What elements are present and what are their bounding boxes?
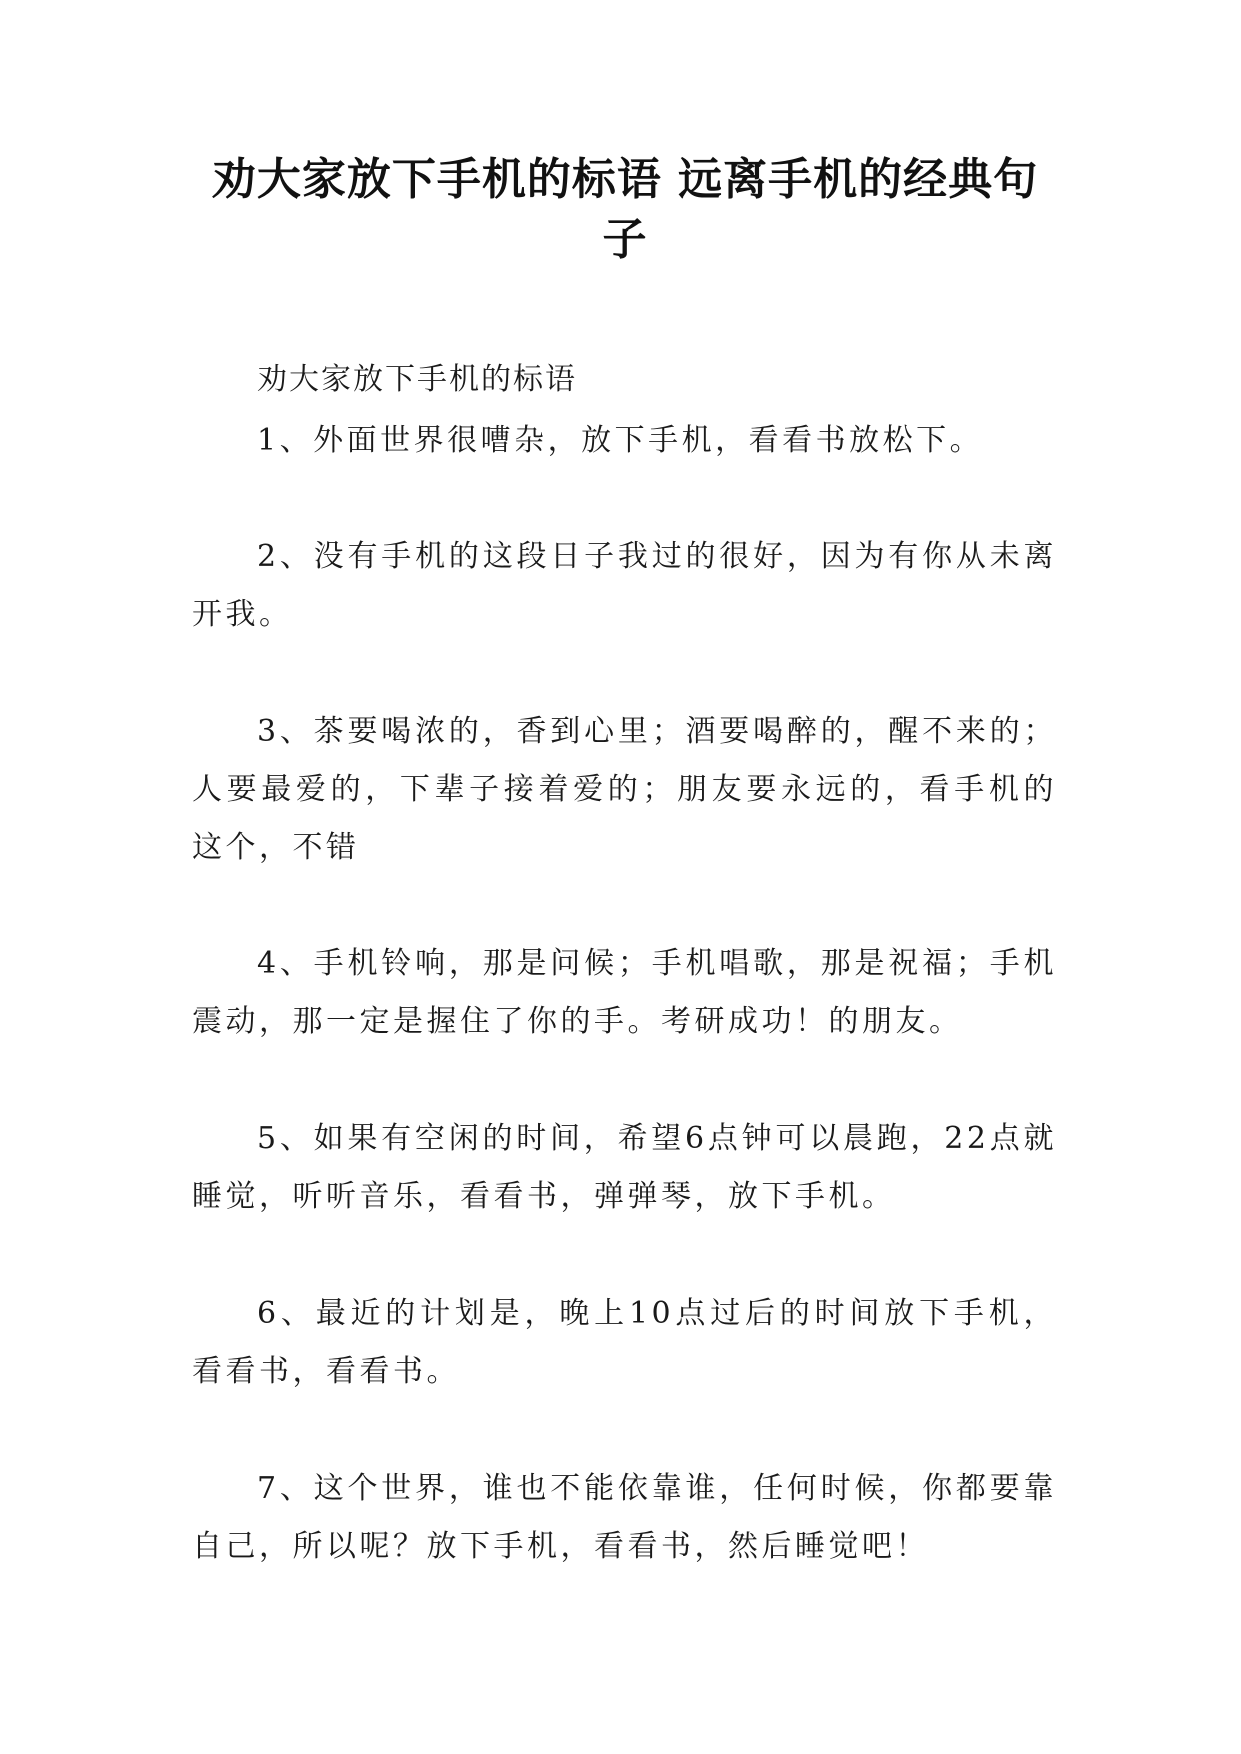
paragraph-3: 3、茶要喝浓的，香到心里；酒要喝醉的，醒不来的；人要最爱的，下辈子接着爱的；朋友要永远的，看手机的这个，不错: [192, 714, 1057, 865]
paragraph-2: 2、没有手机的这段日子我过的很好，因为有你从未离开我。: [192, 539, 1057, 632]
paragraph-1: 1、外面世界很嘈杂，放下手机，看看书放松下。: [257, 423, 984, 458]
document-title: 劝大家放下手机的标语 远离手机的经典句子: [211, 154, 1039, 265]
paragraph-7: 7、这个世界，谁也不能依靠谁，任何时候，你都要靠自己，所以呢？放下手机，看看书，然后睡觉吧！: [192, 1471, 1057, 1564]
section-heading: 劝大家放下手机的标语: [257, 362, 577, 397]
paragraph-6: 6、最近的计划是，晚上10点过后的时间放下手机，看看书，看看书。: [192, 1296, 1057, 1389]
paragraph-4: 4、手机铃响，那是问候；手机唱歌，那是祝福；手机震动，那一定是握住了你的手。考研成功！的朋友。: [192, 946, 1057, 1039]
paragraph-5: 5、如果有空闲的时间，希望6点钟可以晨跑，22点就睡觉，听听音乐，看看书，弹弹琴，放下手机。: [192, 1121, 1057, 1214]
